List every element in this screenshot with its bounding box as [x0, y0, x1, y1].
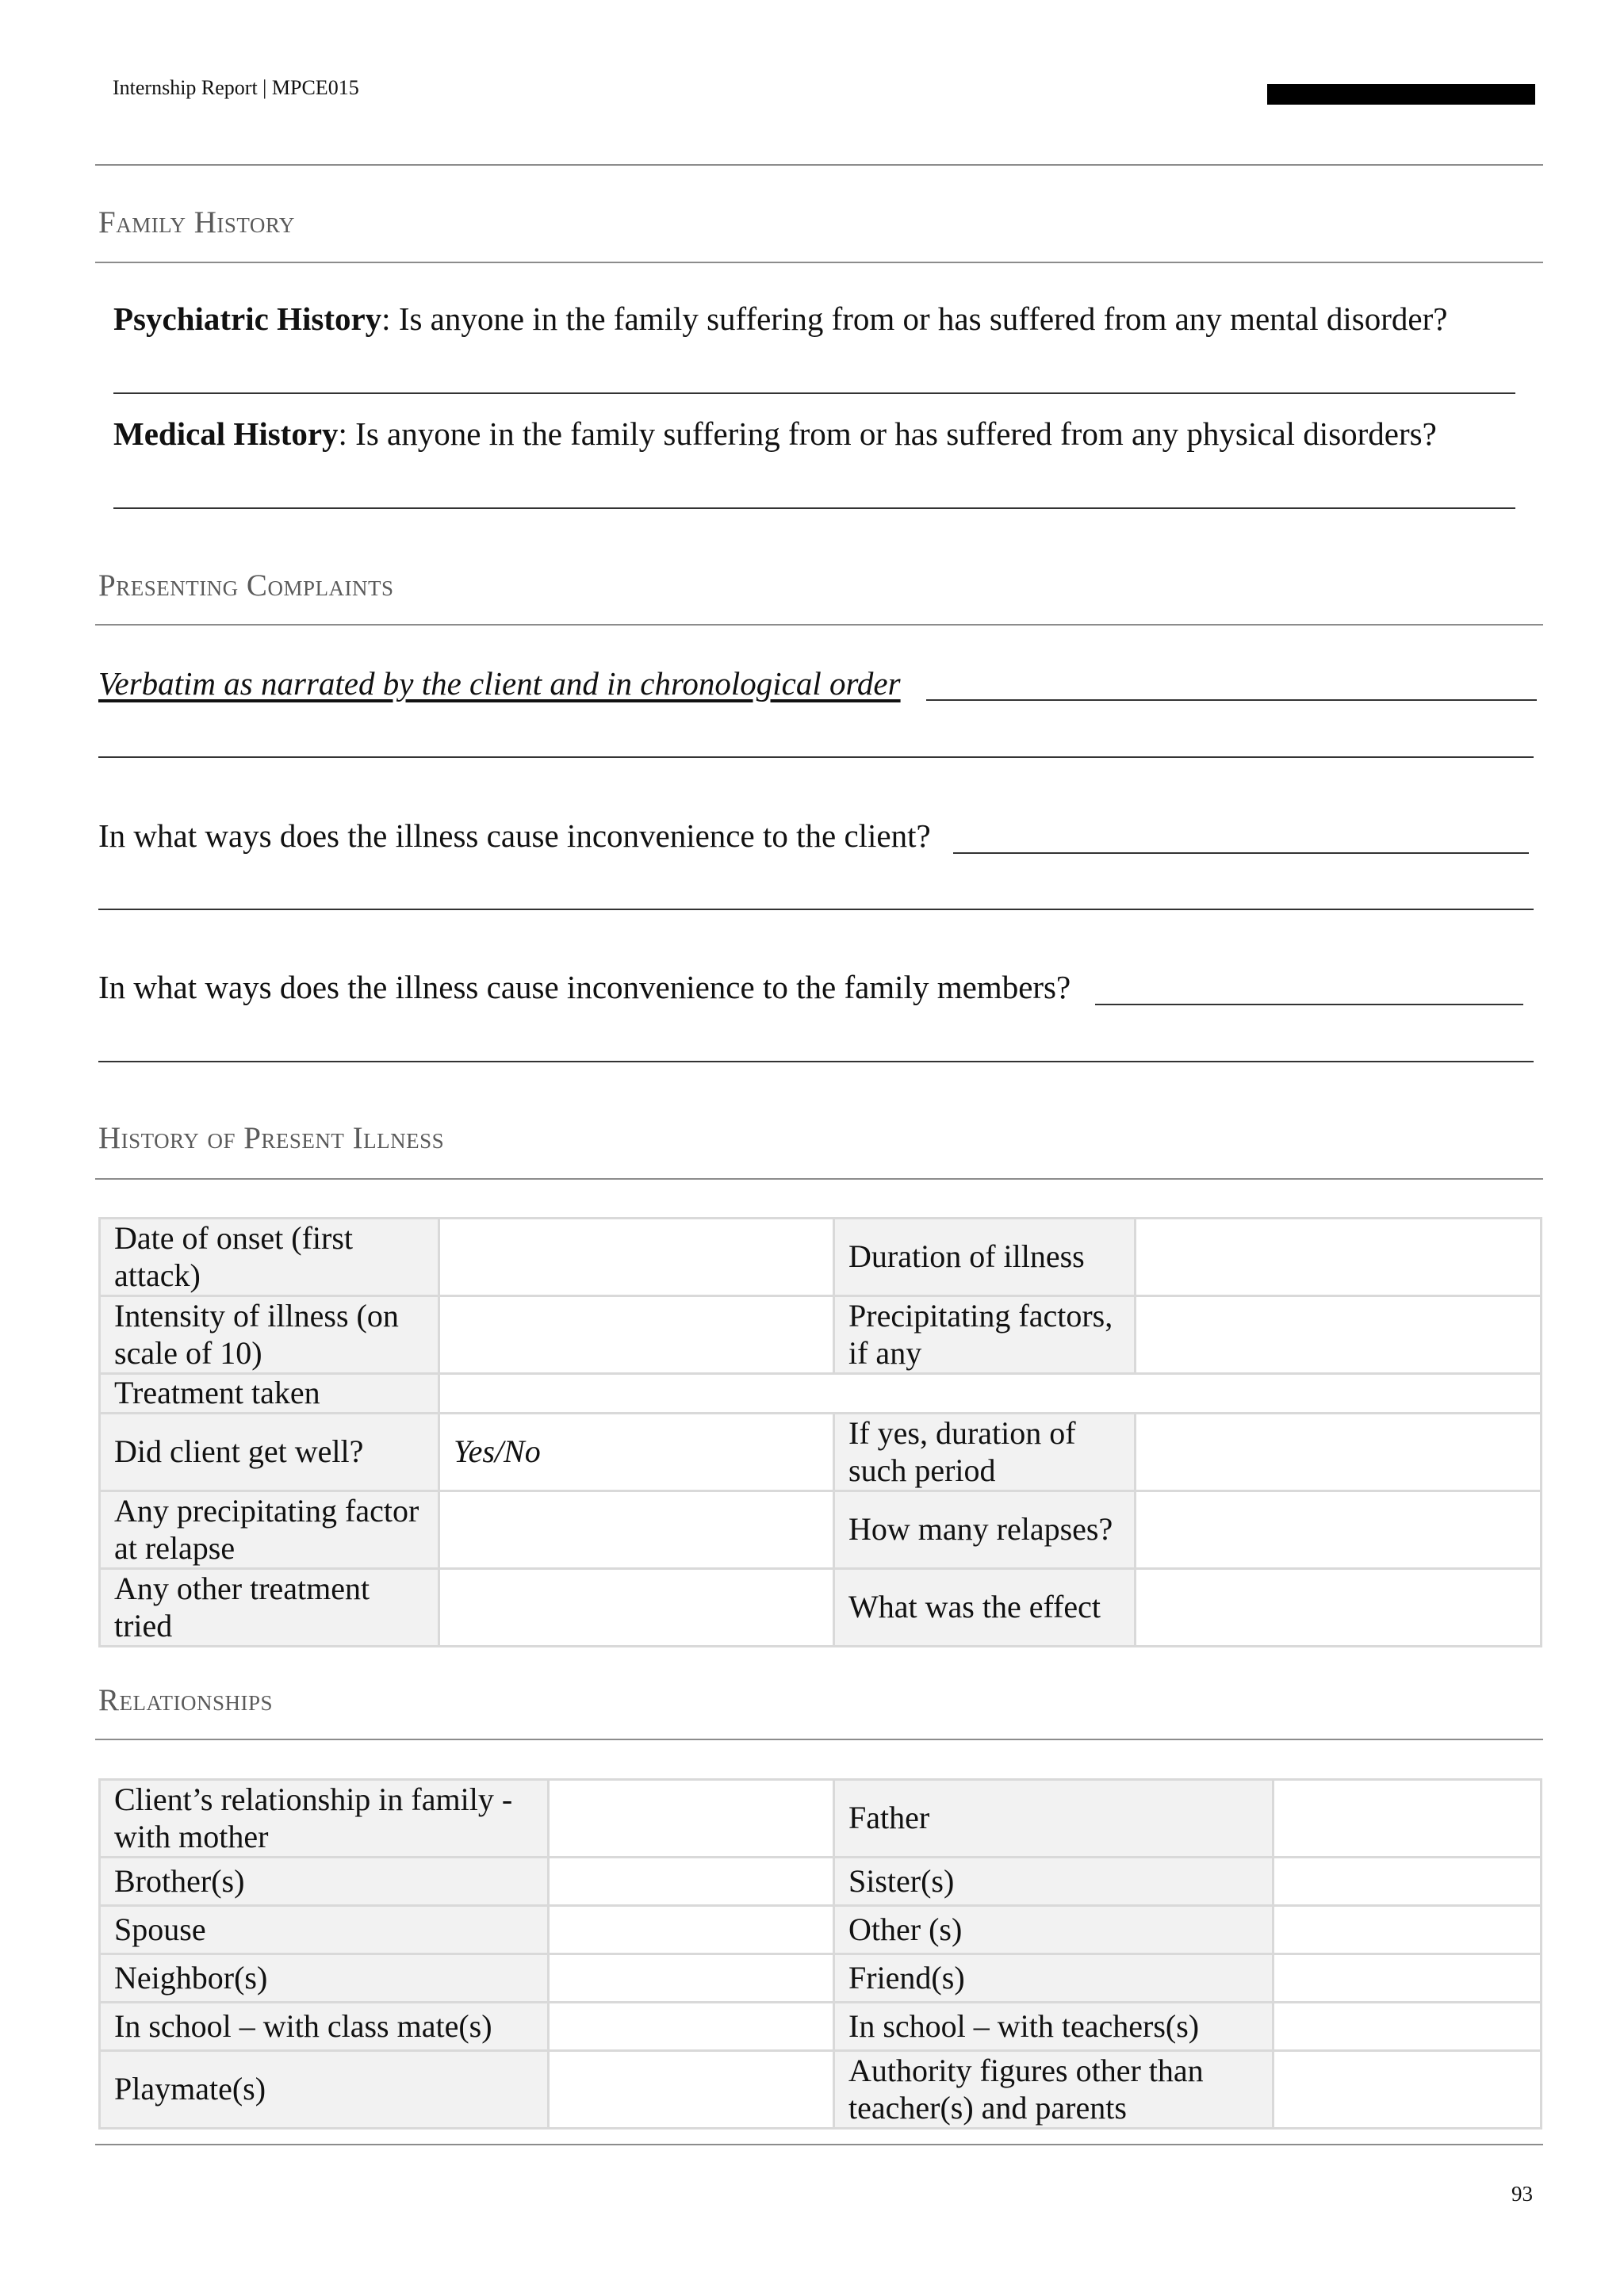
input-cell[interactable] — [1274, 1858, 1542, 1906]
label-cell: Did client get well? — [100, 1414, 439, 1491]
input-cell[interactable] — [1136, 1296, 1542, 1374]
input-cell[interactable] — [549, 2051, 834, 2129]
answer-line-verbatim[interactable] — [926, 699, 1537, 701]
answer-line-psychiatric[interactable] — [113, 392, 1515, 394]
input-cell[interactable] — [1274, 1780, 1542, 1858]
medical-history-question — [113, 415, 1437, 453]
present-illness-table — [98, 1217, 1542, 1647]
table-row — [100, 1954, 1542, 2003]
table-row — [100, 1414, 1542, 1491]
section-rule — [95, 624, 1543, 626]
label-cell: Duration of illness — [834, 1219, 1136, 1296]
input-cell[interactable] — [1136, 1414, 1542, 1491]
input-cell[interactable] — [439, 1296, 834, 1374]
input-cell[interactable] — [439, 1219, 834, 1296]
label-cell: Brother(s) — [100, 1858, 549, 1906]
label-cell: What was the effect — [834, 1569, 1136, 1647]
label-cell: Authority figures other than teacher(s) and parents — [834, 2051, 1274, 2129]
input-cell[interactable] — [549, 1954, 834, 2003]
input-cell[interactable] — [1274, 2051, 1542, 2129]
input-cell[interactable] — [1136, 1491, 1542, 1569]
section-rule — [95, 1739, 1543, 1740]
answer-line-family[interactable] — [1095, 1004, 1523, 1005]
label-cell: Sister(s) — [834, 1858, 1274, 1906]
input-cell[interactable] — [1136, 1569, 1542, 1647]
table-row — [100, 1219, 1542, 1296]
table-row — [100, 1906, 1542, 1954]
label-cell: Father — [834, 1780, 1274, 1858]
label-cell: Friend(s) — [834, 1954, 1274, 2003]
label-cell: Any other treatment tried — [100, 1569, 439, 1647]
input-cell[interactable] — [549, 1780, 834, 1858]
psychiatric-history-question — [113, 300, 1447, 338]
header-title: Internship Report | MPCE015 — [113, 76, 359, 99]
label-cell: Date of onset (first attack) — [100, 1219, 439, 1296]
input-cell[interactable] — [549, 1906, 834, 1954]
medical-history-text: : Is anyone in the family suffering from or has suffered from any physical disorders? — [338, 415, 1437, 452]
input-cell[interactable] — [549, 1858, 834, 1906]
table-row — [100, 1491, 1542, 1569]
label-cell: Other (s) — [834, 1906, 1274, 1954]
answer-line-client[interactable] — [953, 852, 1529, 854]
answer-line-verbatim-2[interactable] — [98, 756, 1534, 758]
inconvenience-family-question: In what ways does the illness cause inconvenience to the family members? — [98, 969, 1071, 1005]
input-cell[interactable] — [439, 1569, 834, 1647]
label-cell: Any precipitating factor at relapse — [100, 1491, 439, 1569]
section-rule — [95, 262, 1543, 263]
psychiatric-history-text: : Is anyone in the family suffering from or has suffered from any mental disorder? — [381, 300, 1448, 337]
input-cell[interactable] — [1274, 1954, 1542, 2003]
psychiatric-history-label: Psychiatric History — [113, 300, 382, 337]
page-number: 93 — [1511, 2182, 1533, 2206]
medical-history-label: Medical History — [113, 415, 339, 452]
input-cell[interactable] — [549, 2003, 834, 2051]
section-heading-presenting-complaints: Presenting Complaints — [98, 568, 394, 603]
label-cell: Neighbor(s) — [100, 1954, 549, 2003]
input-cell[interactable] — [1274, 2003, 1542, 2051]
answer-line-client-2[interactable] — [98, 909, 1534, 910]
table-row — [100, 1296, 1542, 1374]
redaction-bar — [1267, 84, 1535, 105]
input-cell[interactable] — [1136, 1219, 1542, 1296]
table-row — [100, 1569, 1542, 1647]
inconvenience-client-question: In what ways does the illness cause inconvenience to the client? — [98, 817, 931, 854]
input-cell[interactable] — [1274, 1906, 1542, 1954]
label-cell: Intensity of illness (on scale of 10) — [100, 1296, 439, 1374]
header-rule — [95, 164, 1543, 166]
table-row — [100, 2003, 1542, 2051]
table-row — [100, 2051, 1542, 2129]
input-cell[interactable] — [439, 1491, 834, 1569]
label-cell: How many relapses? — [834, 1491, 1136, 1569]
table-row — [100, 1374, 1542, 1414]
label-cell: In school – with teachers(s) — [834, 2003, 1274, 2051]
label-cell: Spouse — [100, 1906, 549, 1954]
label-cell: Precipitating factors, if any — [834, 1296, 1136, 1374]
verbatim-instruction: Verbatim as narrated by the client and in chronological order — [98, 665, 901, 702]
relationships-table — [98, 1778, 1542, 2130]
answer-line-family-2[interactable] — [98, 1061, 1534, 1062]
section-heading-history-present-illness: History of Present Illness — [98, 1121, 445, 1155]
section-rule — [95, 1178, 1543, 1180]
treatment-taken-cell[interactable] — [439, 1374, 1542, 1414]
section-heading-relationships: Relationships — [98, 1683, 274, 1717]
footer-rule — [95, 2144, 1543, 2145]
label-cell: Client’s relationship in family - with mother — [100, 1780, 549, 1858]
label-cell: In school – with class mate(s) — [100, 2003, 549, 2051]
section-heading-family-history: Family History — [98, 205, 295, 239]
yes-no-cell[interactable]: Yes/No — [439, 1414, 834, 1491]
label-cell: Treatment taken — [100, 1374, 439, 1414]
label-cell: If yes, duration of such period — [834, 1414, 1136, 1491]
answer-line-medical[interactable] — [113, 507, 1515, 509]
label-cell: Playmate(s) — [100, 2051, 549, 2129]
table-row — [100, 1858, 1542, 1906]
table-row — [100, 1780, 1542, 1858]
